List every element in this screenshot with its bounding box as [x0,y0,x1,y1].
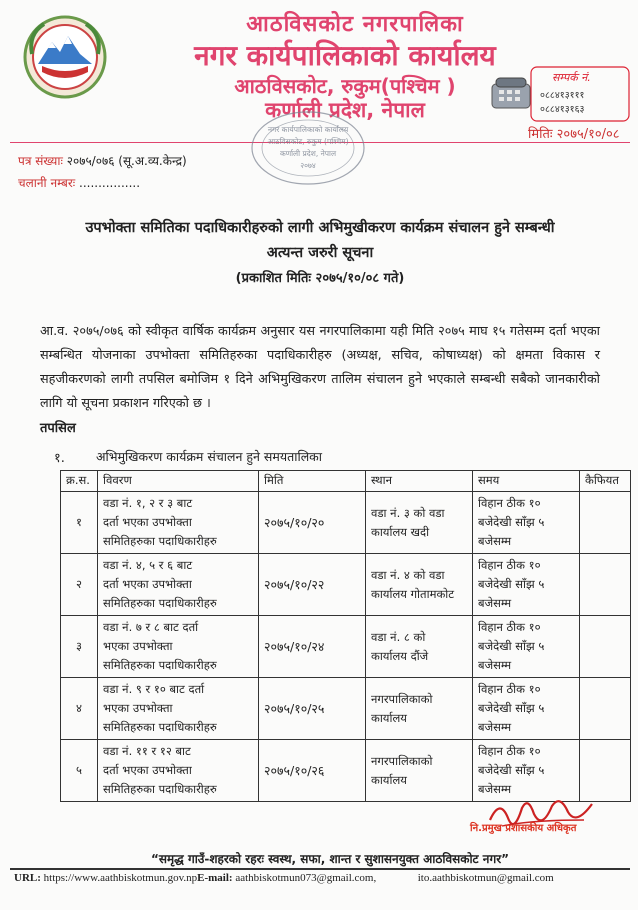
row-time: विहान ठीक १० बजेदेखी साँझ ५ बजेसम्म [473,554,580,616]
row-number: २ [61,554,98,616]
row-number: ४ [61,678,98,740]
row-time: विहान ठीक १० बजेदेखी साँझ ५ बजेसम्म [473,740,580,802]
row-date: २०७५/१०/२५ [259,678,366,740]
url-label: URL: [14,872,41,884]
row-description: वडा नं. ११ र १२ बाट दर्ता भएका उपभोक्ता समितिहरुका पदाधिकारीहरु [98,740,259,802]
table-row [61,616,631,678]
contact-title: सम्पर्क नं. [552,71,591,84]
motto: “समृद्ध गाउँ-शहरको रहरः स्वस्थ, सफा, शान्त र सुशासनयुक्त आठविसकोट नगर” [151,852,509,866]
stamp-line: आठविसकोट, रुकुम (पश्चिम) [267,137,349,146]
row-time: विहान ठीक १० बजेदेखी साँझ ५ बजेसम्म [473,616,580,678]
row-number: ३ [61,616,98,678]
row-number: ५ [61,740,98,802]
col-header: विवरण [98,471,259,492]
col-header: मिति [259,471,366,492]
row-description: वडा नं. ७ र ८ बाट दर्ता भएका उपभोक्ता समितिहरुका पदाधिकारीहरु [98,616,259,678]
chalani-label: चलानी नम्बरः [18,176,76,190]
phone-number: ०८८४१३१११ [540,90,585,101]
col-header: क्र.स. [61,471,98,492]
row-remark [580,554,631,616]
table-row [61,678,631,740]
table-row [61,554,631,616]
notice-title: उपभोक्ता समितिका पदाधिकारीहरुको लागी अभिमुखीकरण कार्यक्रम संचालन हुने सम्बन्धी [85,220,555,236]
email-label: E-mail: [197,872,233,884]
row-date: २०७५/१०/२० [259,492,366,554]
section-title: अभिमुखिकरण कार्यक्रम संचालन हुने समयतालिका [96,449,323,464]
municipality-name: आठविसकोट नगरपालिका [246,12,464,37]
telephone-icon [490,76,532,110]
row-description: वडा नं. ९ र १० बाट दर्ता भएका उपभोक्ता समितिहरुका पदाधिकारीहरु [98,678,259,740]
row-date: २०७५/१०/२२ [259,554,366,616]
stamp-line: २०७४ [300,161,316,170]
row-place: नगरपालिकाको कार्यालय [366,678,473,740]
chalani-number [18,174,140,191]
schedule-table [60,470,631,802]
address-line: आठविसकोट, रुकुम(पश्चिम ) [234,74,456,98]
office-stamp [248,108,368,188]
row-description: वडा नं. ४, ५ र ६ बाट दर्ता भएका उपभोक्ता समितिहरुका पदाधिकारीहरु [98,554,259,616]
patra-sankhya [18,152,187,169]
publish-date: (प्रकाशित मितिः २०७५/१०/०८ गते) [235,271,405,286]
footer-divider [10,868,630,870]
notice-body: आ.व. २०७५/०७६ को स्वीकृत वार्षिक कार्यक्रम अनुसार यस नगरपालिकामा यही मिति २०७५ माघ १५ गतेसम्म दर्ता भएका सम्बन्धित योजनाका उपभोक्ता समितिहरुका पदाधिकारीहरु (अध्यक्ष, सचिव, कोषाध्यक्ष) को क्षमता विकास र सहजीकरणको लागी तपसिल बमोजिम १ दिने अभिमुखिकरण तालिम संचालन हुने भएकाले सम्बन्धी सबैको जानकारीको लागि यो सूचना प्रकाशन गरिएको छ । [40,324,600,411]
notice-subtitle: अत्यन्त जरुरी सूचना [266,245,374,261]
patra-value: २०७५/०७६ (सू.अ.व्य.केन्द्र) [66,154,187,168]
row-description: वडा नं. १, २ र ३ बाट दर्ता भएका उपभोक्ता समितिहरुका पदाधिकारीहरु [98,492,259,554]
row-date: २०७५/१०/२६ [259,740,366,802]
email-link[interactable]: aathbiskotmun073@gmail.com, [235,872,377,884]
tapsil-heading: तपसिल [40,421,76,436]
issue-date: मितिः २०७५/१०/०८ [528,127,620,142]
col-header: स्थान [366,471,473,492]
office-name: नगर कार्यपालिकाको कार्यालय [194,39,496,72]
phone-number: ०८८४१३१६३ [540,104,585,115]
row-time: विहान ठीक १० बजेदेखी साँझ ५ बजेसम्म [473,492,580,554]
row-place: वडा नं. ८ को कार्यालय दौंजे [366,616,473,678]
row-remark [580,492,631,554]
row-place: वडा नं. ४ को वडा कार्यालय गोतामकोट [366,554,473,616]
col-header: कैफियत [580,471,631,492]
row-remark [580,678,631,740]
col-header: समय [473,471,580,492]
table-header-row [61,471,631,492]
stamp-line: नगर कार्यपालिकाको कार्यालय [267,125,349,134]
row-place: नगरपालिकाको कार्यालय [366,740,473,802]
row-time: विहान ठीक १० बजेदेखी साँझ ५ बजेसम्म [473,678,580,740]
emblem-logo [22,14,108,100]
row-remark [580,616,631,678]
patra-label: पत्र संख्याः [18,154,63,168]
table-row [61,492,631,554]
row-place: वडा नं. ३ को वडा कार्यालय खदी [366,492,473,554]
row-number: १ [61,492,98,554]
footer [14,872,554,884]
signatory-title: नि.प्रमुख प्रशासकीय अधिकृत [470,823,577,834]
row-date: २०७५/१०/२४ [259,616,366,678]
website-link[interactable]: https://www.aathbiskotmun.gov.np [43,872,198,884]
province-line: कर्णाली प्रदेश, नेपाल [265,98,425,122]
stamp-line: कर्णाली प्रदेश, नेपाल [279,149,337,158]
chalani-value: ................ [79,176,141,190]
section-number: १. [54,451,65,466]
email-link[interactable]: ito.aathbiskotmun@gmail.com [417,872,554,884]
